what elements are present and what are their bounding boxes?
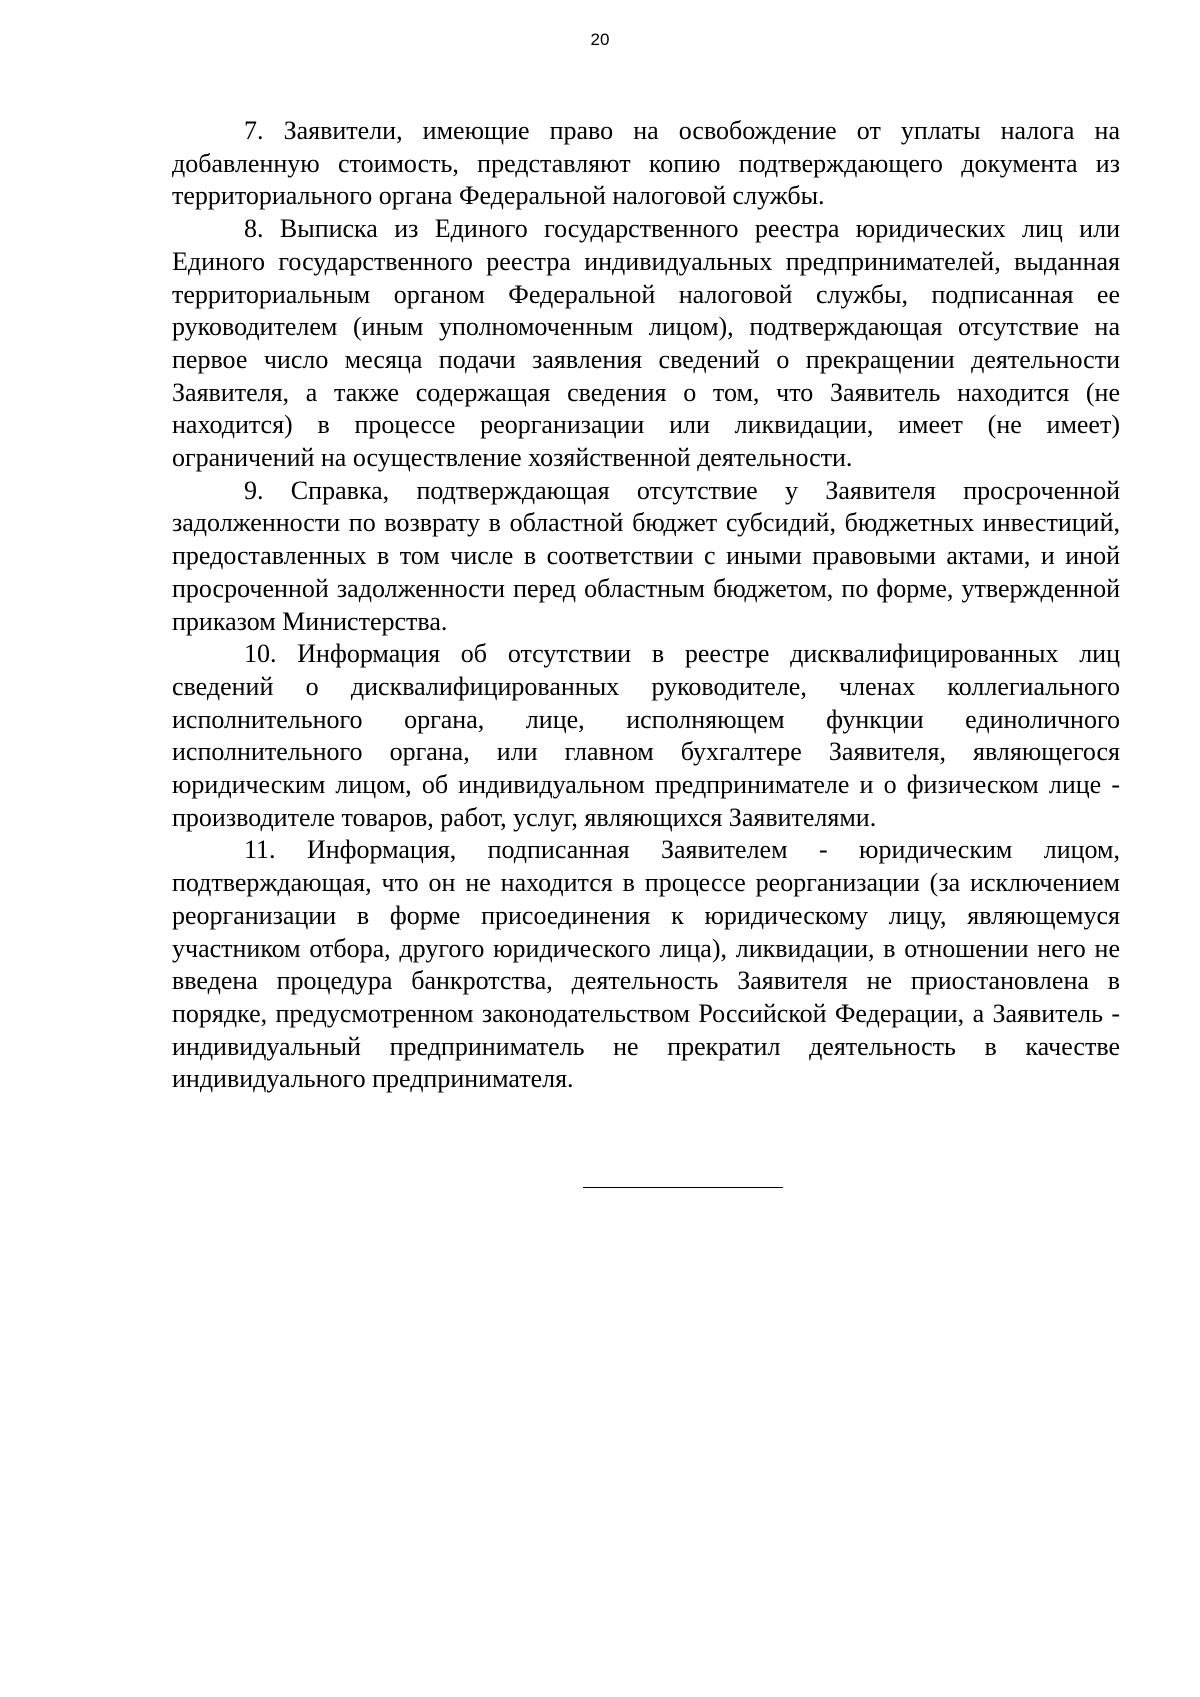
document-body <box>172 115 1120 1096</box>
paragraph-10: 10. Информация об отсутствии в реестре дисквалифицированных лиц сведений о дисквалифицированных руководителе, членах коллегиального исполнительного органа, лице, исполняющем функции единоличного исполнительного органа, или главном бухгалтере Заявителя, являющегося юридическим лицом, об индивидуальном предпринимателе и о физическом лице - производителе товаров, работ, услуг, являющихся Заявителями. <box>172 639 1120 832</box>
paragraph-8: 8. Выписка из Единого государственного реестра юридических лиц или Единого государственного реестра индивидуальных предпринимателей, выданная территориальным органом Федеральной налоговой службы, подписанная ее руководителем (иным уполномоченным лицом), подтверждающая отсутствие на первое число месяца подачи заявления сведений о прекращении деятельности Заявителя, а также содержащая сведения о том, что Заявитель находится (не находится) в процессе реорганизации или ликвидации, имеет (не имеет) ограничений на осуществление хозяйственной деятельности. <box>172 214 1120 473</box>
paragraph-9: 9. Справка, подтверждающая отсутствие у Заявителя просроченной задолженности по возврату в областной бюджет субсидий, бюджетных инвестиций, предоставленных в том числе в соответствии с иными правовыми актами, и иной просроченной задолженности перед областным бюджетом, по форме, утвержденной приказом Министерства. <box>172 475 1120 636</box>
end-divider-line <box>583 1187 783 1188</box>
paragraph-7: 7. Заявители, имеющие право на освобождение от уплаты налога на добавленную стоимость, представляют копию подтверждающего документа из территориального органа Федеральной налоговой службы. <box>172 116 1120 211</box>
paragraph-11: 11. Информация, подписанная Заявителем - юридическим лицом, подтверждающая, что он не находится в процессе реорганизации (за исключением реорганизации в форме присоединения к юридическому лицу, являющемуся участником отбора, другого юридического лица), ликвидации, в отношении него не введена процедура банкротства, деятельность Заявителя не приостановлена в порядке, предусмотренном законодательством Российской Федерации, а Заявитель - индивидуальный предприниматель не прекратил деятельность в качестве индивидуального предпринимателя. <box>172 835 1120 1094</box>
page-number: 20 <box>590 30 610 49</box>
